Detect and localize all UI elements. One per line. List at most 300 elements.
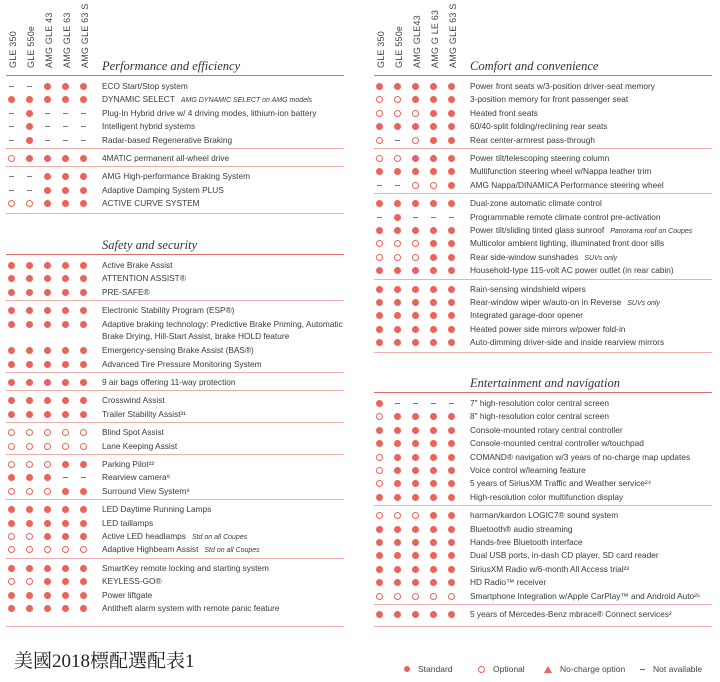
- feature-row: [374, 296, 712, 309]
- feature-label: SiriusXM Radio w/6-month All Access trial²³: [470, 563, 630, 574]
- feature-row: [6, 530, 344, 543]
- left-model-header: [40, 6, 58, 70]
- left-model-name: GLE 350: [8, 31, 18, 68]
- standard-dot-icon: [448, 312, 455, 319]
- feature-row: [374, 563, 712, 576]
- standard-dot-icon: [62, 155, 69, 162]
- feature-row: [374, 134, 712, 147]
- feature-label: Household-type 115-volt AC power outlet (in rear cabin): [470, 265, 674, 276]
- not-available-dash-icon: [395, 403, 400, 404]
- right-model-header: [372, 6, 390, 70]
- standard-dot-icon: [26, 321, 33, 328]
- standard-dot-icon: [448, 512, 455, 519]
- feature-label: Rear center-armrest pass-through: [470, 134, 595, 145]
- standard-dot-icon: [394, 83, 401, 90]
- standard-dot-icon: [62, 275, 69, 282]
- legend-optional: [478, 664, 525, 674]
- feature-label: DYNAMIC SELECT AMG DYNAMIC SELECT on AMG models: [102, 94, 313, 105]
- standard-dot-icon: [394, 299, 401, 306]
- feature-row: [374, 536, 712, 549]
- feature-row: [6, 80, 344, 93]
- standard-dot-icon: [430, 96, 437, 103]
- optional-circle-icon: [394, 96, 401, 103]
- standard-dot-icon: [8, 347, 15, 354]
- section-divider: [374, 75, 712, 76]
- standard-dot-icon: [394, 214, 401, 221]
- standard-dot-icon: [62, 200, 69, 207]
- standard-dot-icon: [430, 339, 437, 346]
- feature-row: [6, 485, 344, 498]
- standard-dot-icon: [430, 326, 437, 333]
- standard-dot-icon: [80, 83, 87, 90]
- standard-dot-icon: [376, 611, 383, 618]
- left-model-name: AMG GLE 43: [44, 12, 54, 68]
- optional-circle-icon: [376, 240, 383, 247]
- feature-label: Blind Spot Assist: [102, 427, 164, 438]
- standard-dot-icon: [80, 361, 87, 368]
- feature-label: Heated power side mirrors w/power fold-in: [470, 323, 626, 334]
- standard-dot-icon: [62, 565, 69, 572]
- feature-label: Crosswind Assist: [102, 395, 165, 406]
- optional-circle-icon: [376, 110, 383, 117]
- feature-row: [374, 224, 712, 237]
- standard-dot-icon: [394, 286, 401, 293]
- feature-label: ACTIVE CURVE SYSTEM: [102, 198, 200, 209]
- standard-dot-icon: [412, 299, 419, 306]
- feature-label: SmartKey remote locking and starting system: [102, 562, 269, 573]
- standard-dot-icon: [412, 566, 419, 573]
- standard-dot-icon: [26, 605, 33, 612]
- section-divider: [6, 166, 344, 167]
- feature-row: [6, 304, 344, 317]
- standard-dot-icon: [8, 592, 15, 599]
- feature-row: [6, 107, 344, 120]
- standard-dot-icon: [448, 254, 455, 261]
- standard-dot-icon: [8, 307, 15, 314]
- standard-dot-icon: [394, 526, 401, 533]
- optional-circle-icon: [8, 429, 15, 436]
- feature-label: Adaptive Highbeam Assist Std on all Coupes: [102, 544, 260, 555]
- feature-row: [6, 440, 344, 453]
- standard-dot-icon: [448, 240, 455, 247]
- standard-dot-icon: [412, 96, 419, 103]
- feature-row: [6, 152, 344, 165]
- left-model-name: GLE 550e: [26, 25, 36, 68]
- optional-circle-icon: [376, 137, 383, 144]
- right-model-name: GLE 550e: [394, 25, 404, 68]
- right-model-header: [426, 6, 444, 70]
- standard-dot-icon: [394, 579, 401, 586]
- feature-row: [374, 424, 712, 437]
- standard-dot-icon: [448, 326, 455, 333]
- standard-dot-icon: [448, 137, 455, 144]
- standard-dot-icon: [26, 411, 33, 418]
- feature-row: [6, 272, 344, 285]
- section-divider: [374, 279, 712, 280]
- optional-circle-icon: [44, 461, 51, 468]
- optional-circle-icon: [80, 429, 87, 436]
- standard-dot-icon: [376, 539, 383, 546]
- optional-circle-icon: [8, 488, 15, 495]
- standard-dot-icon: [376, 326, 383, 333]
- feature-note: AMG DYNAMIC SELECT on AMG models: [180, 97, 313, 105]
- feature-note: SUVs only: [584, 254, 618, 262]
- not-available-dash-icon: [45, 140, 50, 141]
- not-available-dash-icon: [81, 113, 86, 114]
- not-available-dash-icon: [413, 403, 418, 404]
- not-available-dash-icon: [9, 190, 14, 191]
- optional-circle-icon: [62, 429, 69, 436]
- standard-dot-icon: [448, 110, 455, 117]
- standard-dot-icon: [430, 611, 437, 618]
- standard-dot-icon: [8, 397, 15, 404]
- feature-label: Radar-based Regenerative Braking: [102, 134, 233, 145]
- standard-dot-icon: [412, 200, 419, 207]
- feature-row: [374, 323, 712, 336]
- optional-circle-icon: [62, 443, 69, 450]
- standard-dot-icon: [8, 289, 15, 296]
- feature-row: [6, 358, 344, 371]
- not-available-dash-icon: [431, 217, 436, 218]
- standard-dot-icon: [376, 339, 383, 346]
- right-model-headers: [374, 3, 464, 70]
- standard-dot-icon: [62, 592, 69, 599]
- not-available-dash-icon: [63, 113, 68, 114]
- feature-note: SUVs only: [627, 300, 660, 307]
- standard-dot-icon: [80, 578, 87, 585]
- left-model-headers: [6, 3, 96, 70]
- optional-circle-icon: [394, 110, 401, 117]
- feature-label: Plug-In Hybrid drive w/ 4 driving modes, lithium-ion battery: [102, 107, 317, 118]
- optional-circle-icon: [412, 254, 419, 261]
- standard-dot-icon: [62, 83, 69, 90]
- right-model-name: GLE 350: [376, 31, 386, 68]
- standard-dot-icon: [44, 155, 51, 162]
- standard-dot-icon: [8, 96, 15, 103]
- standard-dot-icon: [80, 155, 87, 162]
- feature-label: Emergency-sensing Brake Assist (BAS®): [102, 345, 254, 356]
- legend-no-charge: [544, 664, 625, 674]
- standard-dot-icon: [62, 289, 69, 296]
- right-model-header: [390, 6, 408, 70]
- standard-dot-icon: [394, 168, 401, 175]
- standard-dot-icon: [412, 427, 419, 434]
- feature-row: [374, 509, 712, 522]
- optional-circle-icon: [26, 200, 33, 207]
- section-divider: [374, 148, 712, 149]
- standard-dot-icon: [80, 347, 87, 354]
- feature-label: 5 years of SiriusXM Traffic and Weather service²⁴: [470, 478, 652, 489]
- standard-dot-icon: [448, 526, 455, 533]
- standard-dot-icon: [376, 267, 383, 274]
- standard-dot-icon: [62, 488, 69, 495]
- feature-label: Rear side-window sunshades SUVs only: [470, 251, 618, 262]
- feature-row: [374, 237, 712, 250]
- optional-circle-icon: [412, 110, 419, 117]
- standard-dot-icon: [8, 275, 15, 282]
- optional-circle-icon: [8, 578, 15, 585]
- right-model-name: AMG G LE 63: [430, 9, 440, 68]
- standard-dot-icon: [430, 286, 437, 293]
- standard-dot-icon: [376, 123, 383, 130]
- feature-row: [374, 397, 712, 410]
- standard-dot-icon: [62, 361, 69, 368]
- not-available-dash-icon: [27, 176, 32, 177]
- standard-dot-icon: [430, 123, 437, 130]
- standard-dot-icon: [8, 262, 15, 269]
- standard-dot-icon: [80, 592, 87, 599]
- standard-dot-icon: [412, 326, 419, 333]
- feature-row: [374, 107, 712, 120]
- optional-circle-icon: [394, 254, 401, 261]
- feature-label: Trailer Stability Assist²¹: [102, 408, 187, 419]
- standard-dot-icon: [44, 187, 51, 194]
- standard-dot-icon: [26, 307, 33, 314]
- not-available-dash-icon: [9, 86, 14, 87]
- standard-dot-icon: [412, 539, 419, 546]
- standard-dot-icon: [448, 552, 455, 559]
- not-available-dash-icon: [63, 140, 68, 141]
- standard-dot-icon: [26, 289, 33, 296]
- feature-row: [6, 120, 344, 133]
- standard-dot-icon: [44, 533, 51, 540]
- standard-dot-icon: [44, 200, 51, 207]
- standard-dot-icon: [44, 96, 51, 103]
- feature-label: PRE-SAFE®: [102, 286, 150, 297]
- standard-dot-icon: [80, 96, 87, 103]
- section-divider: [6, 390, 344, 391]
- feature-label: High-resolution color multifunction display: [470, 491, 624, 502]
- feature-row: [374, 410, 712, 423]
- not-available-dash-icon: [45, 126, 50, 127]
- feature-label: 7" high-resolution color central screen: [470, 398, 609, 408]
- standard-dot-icon: [26, 262, 33, 269]
- standard-dot-icon: [394, 267, 401, 274]
- standard-dot-icon: [8, 321, 15, 328]
- not-available-dash-icon: [9, 176, 14, 177]
- optional-circle-icon: [394, 155, 401, 162]
- optional-circle-icon: [412, 240, 419, 247]
- optional-circle-icon: [26, 461, 33, 468]
- feature-label: Hands-free Bluetooth interface: [470, 537, 583, 547]
- standard-dot-icon: [430, 83, 437, 90]
- feature-row: [374, 152, 712, 165]
- optional-circle-icon: [44, 546, 51, 553]
- standard-dot-icon: [26, 506, 33, 513]
- section-title: Entertainment and navigation: [470, 376, 620, 390]
- standard-dot-icon: [80, 506, 87, 513]
- standard-dot-icon: [394, 227, 401, 234]
- standard-dot-icon: [448, 96, 455, 103]
- not-available-dash-icon: [81, 140, 86, 141]
- section-divider: [374, 193, 712, 194]
- optional-circle-icon: [8, 533, 15, 540]
- standard-dot-icon: [62, 307, 69, 314]
- standard-dot-icon: [448, 182, 455, 189]
- not-available-dash-icon: [395, 140, 400, 141]
- standard-dot-icon: [430, 526, 437, 533]
- feature-row: [374, 549, 712, 562]
- optional-circle-icon: [44, 443, 51, 450]
- standard-dot-icon: [44, 347, 51, 354]
- feature-row: [374, 197, 712, 210]
- feature-row: [374, 491, 712, 504]
- optional-circle-icon: [8, 461, 15, 468]
- feature-note: Panorama roof on Coupes: [610, 228, 693, 235]
- standard-dot-icon: [8, 474, 15, 481]
- standard-dot-icon: [26, 347, 33, 354]
- standard-dot-icon: [394, 427, 401, 434]
- standard-dot-icon: [80, 307, 87, 314]
- left-model-name: AMG GLE 63: [62, 12, 72, 68]
- standard-dot-icon: [80, 173, 87, 180]
- feature-row: [6, 184, 344, 197]
- standard-dot-icon: [430, 267, 437, 274]
- standard-dot-icon: [394, 326, 401, 333]
- feature-label: Auto-dimming driver-side and inside rearview mirrors: [470, 337, 665, 348]
- standard-dot-icon: [44, 83, 51, 90]
- section-divider: [6, 300, 344, 301]
- standard-dot-icon: [394, 552, 401, 559]
- standard-dot-icon: [80, 520, 87, 527]
- feature-label: Bluetooth® audio streaming: [470, 523, 573, 534]
- standard-dot-icon: [376, 579, 383, 586]
- standard-dot-icon: [376, 299, 383, 306]
- feature-note: Std on all Coupes: [204, 547, 260, 555]
- standard-dot-icon: [44, 520, 51, 527]
- optional-circle-icon: [376, 155, 383, 162]
- standard-dot-icon: [394, 539, 401, 546]
- standard-dot-icon: [62, 506, 69, 513]
- standard-dot-icon: [430, 137, 437, 144]
- standard-dot-icon: [376, 168, 383, 175]
- optional-circle-icon: [448, 593, 455, 600]
- feature-label: Integrated garage-door opener: [470, 310, 584, 321]
- feature-row: [374, 264, 712, 277]
- standard-dot-icon: [80, 187, 87, 194]
- optional-circle-icon: [80, 443, 87, 450]
- standard-dot-icon: [44, 379, 51, 386]
- feature-label: ECO Start/Stop system: [102, 81, 188, 91]
- feature-label: Power tilt/sliding tinted glass sunroof Panorama roof on Coupes: [470, 225, 693, 235]
- feature-label: Console-mounted rotary central controller: [470, 424, 623, 435]
- standard-dot-icon: [80, 533, 87, 540]
- feature-label: Intelligent hybrid systems: [102, 121, 196, 132]
- feature-label: Dual-zone automatic climate control: [470, 198, 602, 209]
- optional-circle-icon: [80, 546, 87, 553]
- feature-label: Antitheft alarm system with remote panic feature: [102, 602, 280, 613]
- standard-dot-icon: [62, 520, 69, 527]
- optional-circle-icon: [376, 413, 383, 420]
- optional-circle-icon: [376, 454, 383, 461]
- standard-dot-icon: [26, 379, 33, 386]
- standard-dot-icon: [412, 480, 419, 487]
- feature-label: AMG Nappa/DINAMICA Performance steering wheel: [470, 179, 664, 190]
- feature-label: Programmable remote climate control pre-activation: [470, 211, 661, 222]
- section-divider: [374, 505, 712, 506]
- standard-dot-icon: [412, 168, 419, 175]
- feature-row: [374, 309, 712, 322]
- standard-dot-icon: [44, 592, 51, 599]
- standard-dot-icon: [376, 526, 383, 533]
- left-model-name: AMG GLE 63 S: [80, 3, 90, 68]
- feature-row: [6, 589, 344, 602]
- feature-label: Heated front seats: [470, 107, 538, 118]
- standard-dot-icon: [412, 312, 419, 319]
- feature-label: Console-mounted central controller w/touchpad: [470, 438, 644, 449]
- feature-row: [374, 251, 712, 264]
- standard-dot-icon: [62, 379, 69, 386]
- feature-row: [374, 80, 712, 93]
- feature-label: 3-position memory for front passenger seat: [470, 94, 629, 105]
- standard-dot-icon: [376, 566, 383, 573]
- standard-dot-icon: [448, 480, 455, 487]
- section-divider: [6, 454, 344, 455]
- not-available-dash-icon: [9, 140, 14, 141]
- standard-dot-icon: [8, 520, 15, 527]
- standard-dot-icon: [448, 200, 455, 207]
- not-available-dash-icon: [81, 126, 86, 127]
- not-available-dash-icon: [395, 185, 400, 186]
- standard-dot-icon: [376, 286, 383, 293]
- standard-dot-icon: [448, 286, 455, 293]
- standard-dot-icon: [44, 321, 51, 328]
- standard-dot-icon: [44, 307, 51, 314]
- standard-dot-icon: [412, 267, 419, 274]
- standard-dot-icon: [62, 605, 69, 612]
- standard-dot-icon: [44, 506, 51, 513]
- standard-dot-icon: [394, 200, 401, 207]
- standard-dot-icon: [44, 578, 51, 585]
- feature-label: Active Brake Assist: [102, 260, 173, 270]
- feature-note: Std on all Coupes: [191, 533, 248, 541]
- standard-dot-icon: [376, 200, 383, 207]
- section-divider: [6, 254, 344, 255]
- section-title: Performance and efficiency: [102, 59, 241, 73]
- feature-row: [6, 197, 344, 210]
- standard-dot-icon: [430, 440, 437, 447]
- standard-dot-icon: [62, 533, 69, 540]
- section-divider: [6, 558, 344, 559]
- left-model-header: [58, 6, 76, 70]
- page-caption: 美國2018標配選配表1: [14, 651, 195, 672]
- standard-dot-icon: [430, 427, 437, 434]
- standard-dot-icon: [26, 275, 33, 282]
- legend-standard: [404, 664, 453, 674]
- standard-dot-icon: [412, 286, 419, 293]
- left-model-header: [22, 6, 40, 70]
- standard-dot-icon: [26, 96, 33, 103]
- feature-label: Adaptive Damping System PLUS: [102, 184, 224, 195]
- optional-circle-icon: [26, 488, 33, 495]
- feature-row: [374, 523, 712, 536]
- standard-dot-icon: [412, 83, 419, 90]
- feature-label: Multifunction steering wheel w/Nappa leather trim: [470, 166, 652, 177]
- standard-dot-icon: [8, 605, 15, 612]
- optional-circle-icon: [376, 593, 383, 600]
- standard-dot-icon: [448, 494, 455, 501]
- standard-dot-icon: [44, 361, 51, 368]
- standard-dot-icon: [412, 467, 419, 474]
- feature-label: Rear-window wiper w/auto-on in Reverse SUVs only: [470, 297, 660, 307]
- standard-dot-icon: [430, 168, 437, 175]
- optional-circle-icon: [478, 666, 485, 673]
- standard-dot-icon: [394, 611, 401, 618]
- legend-not-available-label: Not available: [653, 664, 703, 674]
- not-available-dash-icon: [449, 217, 454, 218]
- standard-dot-icon: [448, 611, 455, 618]
- feature-label: COMAND® navigation w/3 years of no-charge map updates: [470, 451, 691, 462]
